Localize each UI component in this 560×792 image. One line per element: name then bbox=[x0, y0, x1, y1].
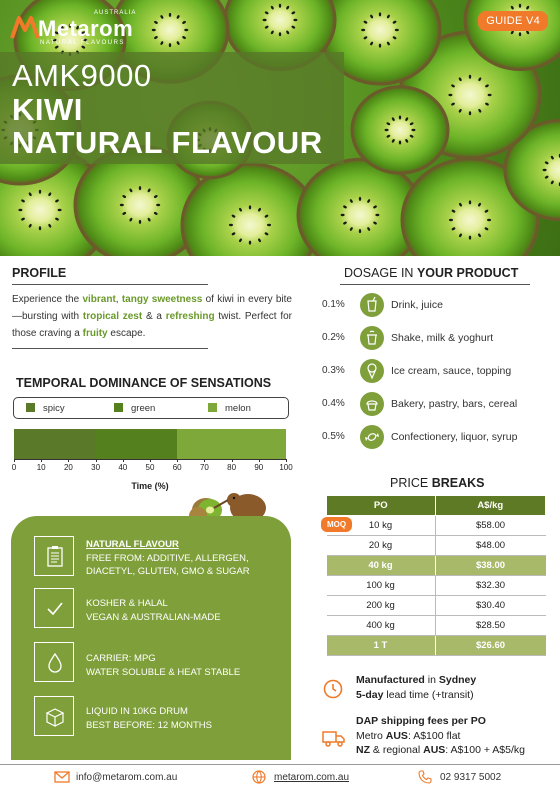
clipboard-icon bbox=[35, 537, 75, 577]
kiwi-seed bbox=[385, 129, 389, 131]
phone-link[interactable]: 02 9317 5002 bbox=[440, 772, 502, 783]
feature-text-2 bbox=[86, 597, 266, 624]
kiwi-seed bbox=[169, 13, 171, 17]
feature-line-2b: VEGAN & AUSTRALIAN-MADE bbox=[86, 611, 221, 623]
clock-icon bbox=[322, 678, 344, 700]
price-table-header bbox=[327, 496, 546, 516]
kiwi-seed bbox=[293, 19, 297, 21]
manufacture-line-1 bbox=[356, 673, 476, 688]
price-row bbox=[327, 616, 546, 636]
kiwi-seed bbox=[279, 32, 281, 36]
kiwi-seed bbox=[156, 204, 160, 206]
feature-text-3 bbox=[86, 652, 266, 679]
dosage-icon-circle bbox=[360, 425, 384, 449]
kiwi-seed bbox=[39, 190, 41, 194]
price-breaks-heading-bold: BREAKS bbox=[431, 476, 485, 490]
price-value-cell: $38.00 bbox=[435, 556, 546, 576]
shipping-info bbox=[356, 714, 525, 758]
legend-item-green bbox=[114, 403, 155, 414]
kiwi-seed bbox=[399, 116, 401, 120]
kiwi-seed bbox=[379, 44, 381, 48]
price-po-cell: 400 kg bbox=[327, 616, 436, 636]
dosage-label: Ice cream, sauce, topping bbox=[391, 365, 512, 377]
kiwi-seed bbox=[411, 129, 415, 131]
legend-item-melon bbox=[208, 403, 251, 414]
kiwi-seed bbox=[487, 219, 491, 221]
price-po-cell: 20 kg bbox=[327, 536, 436, 556]
kiwi-slice bbox=[352, 87, 448, 173]
profile-text-part: Experience the bbox=[12, 294, 83, 305]
ice-cream-icon bbox=[360, 359, 384, 383]
shipping-metro-aus: AUS bbox=[385, 729, 408, 742]
x-tick bbox=[150, 459, 151, 462]
profile-highlight: fruity bbox=[82, 328, 108, 339]
price-row bbox=[327, 556, 546, 576]
kiwi-seed bbox=[139, 186, 141, 190]
x-tick-label: 0 bbox=[11, 463, 17, 472]
feature-line-3b: WATER SOLUBLE & HEAT STABLE bbox=[86, 666, 241, 678]
shipping-regional-mid: & regional bbox=[370, 744, 424, 756]
droplet-icon bbox=[35, 643, 75, 683]
profile-text-part: escape. bbox=[107, 328, 146, 339]
cupcake-icon bbox=[360, 392, 384, 416]
column-header-price: A$/kg bbox=[435, 496, 546, 516]
price-row bbox=[327, 636, 546, 656]
dosage-row-ice-cream bbox=[322, 359, 552, 383]
dosage-pct: 0.5% bbox=[322, 431, 345, 442]
dosage-label: Confectionery, liquor, syrup bbox=[391, 431, 518, 443]
kiwi-seed bbox=[229, 224, 233, 226]
product-title-box bbox=[0, 52, 344, 164]
kiwi-seed bbox=[375, 214, 379, 216]
lead-time-rest: lead time (+transit) bbox=[383, 688, 474, 701]
profile-divider-bottom bbox=[12, 348, 208, 349]
x-tick bbox=[259, 459, 260, 462]
profile-highlight: tropical zest bbox=[82, 311, 143, 322]
x-tick bbox=[232, 459, 233, 462]
dosage-pct: 0.3% bbox=[322, 365, 345, 376]
dosage-row-bakery bbox=[322, 392, 552, 416]
tds-heading: TEMPORAL DOMINANCE OF SENSATIONS bbox=[16, 376, 272, 390]
logo-tagline: NATURAL FLAVOURS bbox=[40, 40, 125, 46]
price-value-cell: $26.60 bbox=[435, 636, 546, 656]
x-tick bbox=[123, 459, 124, 462]
profile-divider-top bbox=[12, 284, 208, 285]
legend-item-spicy bbox=[26, 403, 65, 414]
x-tick-label: 90 bbox=[254, 463, 264, 472]
feature-text-4 bbox=[86, 705, 266, 732]
manufacture-info bbox=[356, 673, 476, 702]
profile-highlight: refreshing bbox=[165, 311, 215, 322]
candy-icon bbox=[360, 425, 384, 449]
price-po-cell: 100 kg bbox=[327, 576, 436, 596]
kiwi-seed bbox=[399, 140, 401, 144]
price-value-cell: $58.00 bbox=[435, 516, 546, 536]
shake-icon bbox=[360, 326, 384, 350]
globe-icon bbox=[252, 770, 266, 784]
checkmark-icon bbox=[35, 589, 75, 629]
product-name: KIWI bbox=[12, 92, 83, 127]
kiwi-seed bbox=[359, 229, 361, 233]
price-po-cell: 10 kg bbox=[327, 516, 436, 536]
dosage-label: Shake, milk & yoghurt bbox=[391, 332, 494, 344]
kiwi-seed bbox=[469, 75, 471, 79]
price-value-cell: $28.50 bbox=[435, 616, 546, 636]
price-value-cell: $30.40 bbox=[435, 596, 546, 616]
kiwi-seed bbox=[39, 226, 41, 230]
dosage-label: Bakery, pastry, bars, cereal bbox=[391, 398, 518, 410]
dosage-row-confectionery bbox=[322, 425, 552, 449]
dosage-heading bbox=[344, 266, 518, 280]
feature-icon-box-3 bbox=[34, 642, 74, 682]
dosage-heading-pre: DOSAGE IN bbox=[344, 266, 417, 280]
shipping-metro-pre: Metro bbox=[356, 729, 386, 742]
price-po-cell: 200 kg bbox=[327, 596, 436, 616]
profile-highlight: vibrant bbox=[82, 294, 116, 305]
kiwi-seed bbox=[263, 19, 267, 21]
x-tick bbox=[204, 459, 205, 462]
feature-line-4b: BEST BEFORE: 12 MONTHS bbox=[86, 719, 212, 731]
manufacture-line-2 bbox=[356, 688, 476, 703]
manufacture-city: Sydney bbox=[438, 674, 477, 686]
profile-text-part: & a bbox=[142, 311, 166, 322]
x-tick-label: 40 bbox=[118, 463, 128, 472]
kiwi-seed bbox=[139, 220, 141, 224]
legend-label-green: green bbox=[131, 403, 156, 414]
x-tick-label: 10 bbox=[36, 463, 46, 472]
legend-label-spicy: spicy bbox=[43, 403, 65, 414]
kiwi-seed bbox=[58, 209, 62, 211]
kiwi-seed bbox=[469, 111, 471, 115]
kiwi-seed bbox=[488, 94, 492, 96]
lead-time-bold: 5-day bbox=[356, 688, 384, 701]
column-header-po: PO bbox=[327, 496, 436, 516]
kiwi-seed bbox=[341, 214, 345, 216]
price-breaks-heading bbox=[390, 476, 484, 490]
kiwi-seed bbox=[449, 219, 453, 221]
profile-text-part: , bbox=[115, 294, 122, 305]
price-row bbox=[327, 536, 546, 556]
kiwi-seed bbox=[279, 4, 281, 8]
dosage-divider bbox=[340, 284, 530, 285]
email-icon bbox=[54, 770, 70, 784]
shipping-line-metro bbox=[356, 729, 525, 744]
x-tick-label: 20 bbox=[63, 463, 73, 472]
kiwi-seed bbox=[120, 204, 124, 206]
kiwi-seed bbox=[448, 94, 452, 96]
x-tick-label: 80 bbox=[227, 463, 237, 472]
x-tick bbox=[68, 459, 69, 462]
kiwi-seed bbox=[519, 4, 521, 8]
email-link[interactable]: info@metarom.com.au bbox=[76, 772, 178, 783]
kiwi-seed bbox=[469, 200, 471, 204]
x-tick-label: 100 bbox=[279, 463, 293, 472]
dosage-pct: 0.1% bbox=[322, 299, 345, 310]
dosage-icon-circle bbox=[360, 326, 384, 350]
dosage-row-drink bbox=[322, 293, 552, 317]
metarom-logo-mark bbox=[10, 12, 40, 42]
manufacture-rest: in bbox=[424, 674, 439, 686]
kiwi-seed bbox=[395, 29, 399, 31]
price-po-cell: 40 kg bbox=[327, 556, 436, 576]
legend-swatch-green bbox=[114, 403, 123, 412]
shipping-regional-aus: AUS bbox=[423, 744, 446, 756]
kiwi-seed bbox=[519, 32, 521, 36]
manufacture-bold: Manufactured bbox=[356, 674, 425, 686]
legend-label-melon: melon bbox=[225, 403, 251, 414]
legend-swatch-spicy bbox=[26, 403, 35, 412]
product-code: AMK9000 bbox=[12, 58, 152, 93]
x-tick bbox=[96, 459, 97, 462]
price-row bbox=[327, 596, 546, 616]
feature-text-1 bbox=[86, 538, 266, 579]
drink-icon bbox=[360, 293, 384, 317]
x-tick-label: 50 bbox=[145, 463, 155, 472]
kiwi-seed bbox=[379, 12, 381, 16]
feature-heading-natural-flavour: NATURAL FLAVOUR bbox=[86, 539, 179, 550]
feature-line-4a: LIQUID IN 10KG DRUM bbox=[86, 706, 188, 717]
price-row bbox=[327, 576, 546, 596]
price-value-cell: $48.00 bbox=[435, 536, 546, 556]
price-breaks-heading-pre: PRICE bbox=[390, 476, 432, 490]
box-icon bbox=[35, 697, 75, 737]
dosage-icon-circle bbox=[360, 392, 384, 416]
dosage-pct: 0.4% bbox=[322, 398, 345, 409]
kiwi-seed bbox=[469, 236, 471, 240]
kiwi-seed bbox=[184, 29, 188, 31]
feature-line-2a: KOSHER & HALAL bbox=[86, 598, 168, 609]
feature-icon-box-4 bbox=[34, 696, 74, 736]
feature-line-1b: DIACETYL, GLUTEN, GMO & SUGAR bbox=[86, 566, 250, 577]
tds-x-axis-label: Time (%) bbox=[131, 481, 169, 491]
x-tick-label: 60 bbox=[172, 463, 182, 472]
profile-text-part: of kiwi in every bite—bursting with bbox=[12, 294, 292, 322]
shipping-metro-fee: : A$100 flat bbox=[407, 729, 461, 742]
kiwi-seed bbox=[543, 169, 547, 171]
feature-icon-box-1 bbox=[34, 536, 74, 576]
kiwi-seed bbox=[152, 29, 156, 31]
moq-badge: MOQ bbox=[321, 517, 352, 532]
x-tick-label: 70 bbox=[199, 463, 209, 472]
feature-icon-box-2 bbox=[34, 588, 74, 628]
kiwi-seed bbox=[267, 224, 271, 226]
dosage-heading-bold: YOUR PRODUCT bbox=[416, 266, 519, 280]
tds-segment-melon bbox=[177, 429, 286, 459]
x-tick bbox=[14, 459, 15, 462]
x-tick bbox=[177, 459, 178, 462]
x-tick bbox=[41, 459, 42, 462]
profile-text-part: twist. Perfect for those craving a bbox=[12, 311, 292, 339]
legend-swatch-melon bbox=[208, 403, 217, 412]
tds-segment-spicy bbox=[14, 429, 96, 459]
feature-line-1a: FREE FROM: ADDITIVE, ALLERGEN, bbox=[86, 552, 249, 564]
dosage-label: Drink, juice bbox=[391, 299, 443, 311]
price-value-cell: $32.30 bbox=[435, 576, 546, 596]
shipping-nz: NZ bbox=[356, 744, 370, 756]
guide-version-badge: GUIDE V4 bbox=[478, 11, 548, 31]
footer-divider bbox=[0, 764, 560, 765]
logo-country: AUSTRALIA bbox=[94, 10, 137, 16]
x-tick-label: 30 bbox=[91, 463, 101, 472]
dosage-pct: 0.2% bbox=[322, 332, 345, 343]
hero-banner bbox=[0, 0, 560, 256]
profile-description bbox=[12, 291, 292, 342]
profile-heading: PROFILE bbox=[12, 266, 67, 280]
price-breaks-table bbox=[326, 495, 546, 656]
tds-segment-green bbox=[96, 429, 178, 459]
metarom-logo[interactable] bbox=[10, 10, 137, 48]
dosage-row-shake bbox=[322, 326, 552, 350]
kiwi-seed bbox=[169, 43, 171, 47]
x-tick bbox=[286, 459, 287, 462]
tds-bar-chart bbox=[14, 429, 286, 459]
kiwi-seed bbox=[18, 209, 22, 211]
product-type: NATURAL FLAVOUR bbox=[12, 125, 323, 160]
dosage-icon-circle bbox=[360, 293, 384, 317]
shipping-regional-fee: : A$100 + A$5/kg bbox=[445, 744, 525, 756]
feature-line-3a: CARRIER: MPG bbox=[86, 653, 156, 664]
kiwi-seed bbox=[359, 197, 361, 201]
phone-icon bbox=[418, 770, 432, 784]
kiwi-seed bbox=[249, 241, 251, 245]
tds-legend bbox=[13, 397, 289, 419]
website-link[interactable]: metarom.com.au bbox=[274, 772, 350, 783]
shipping-line-regional bbox=[356, 743, 525, 758]
dosage-icon-circle bbox=[360, 359, 384, 383]
logo-brand-name: Metarom bbox=[38, 16, 134, 41]
price-row bbox=[327, 516, 546, 536]
kiwi-seed bbox=[249, 205, 251, 209]
shipping-heading: DAP shipping fees per PO bbox=[356, 715, 486, 727]
kiwi-seed bbox=[361, 29, 365, 31]
profile-highlight: tangy sweetness bbox=[121, 294, 203, 305]
truck-icon bbox=[322, 728, 346, 748]
price-po-cell: 1 T bbox=[327, 636, 436, 656]
